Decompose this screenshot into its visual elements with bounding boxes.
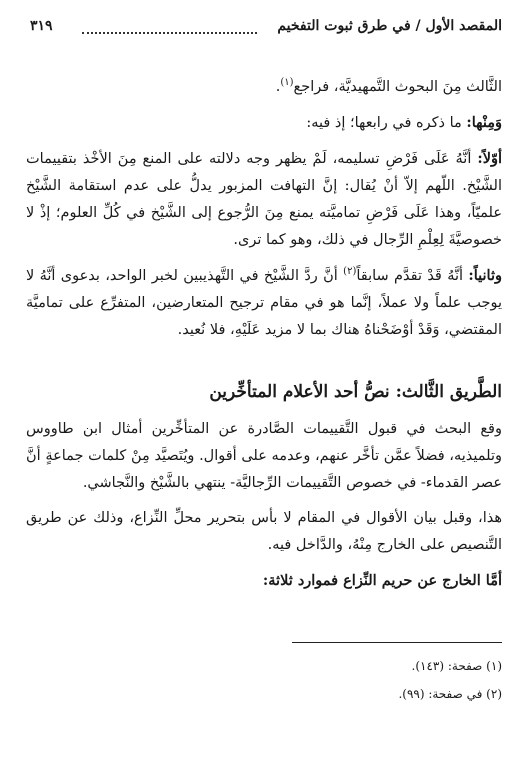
main-text: [26, 74, 502, 602]
paragraph-4: [26, 262, 502, 344]
footnote-ref-1[interactable]: (١): [280, 77, 294, 89]
paragraph-2-text: ما ذكره في رابعها؛ إذ فيه:: [306, 115, 462, 131]
paragraph-2: [26, 109, 502, 137]
running-header: [30, 18, 502, 44]
paragraph-1: الثَّالث مِنَ البحوث التَّمهيديَّة، فراجع$^{(١)}$.: [275, 77, 502, 95]
section-heading: الطَّريق الثَّالث: نصُّ أحد الأعلام المتأخِّرين: [209, 382, 502, 402]
footnote-1: (١) صفحة: (١٤٣).: [411, 659, 502, 673]
paragraph-1-text: الثَّالث مِنَ البحوث التَّمهيديَّة، فراجع: [293, 79, 502, 95]
page-number: ٣١٩: [30, 18, 53, 34]
paragraph-4-text-a: أنَّهُ قَدْ تقدَّم سابقاً: [356, 268, 464, 284]
paragraph-4-lead: وثانياً:: [468, 267, 503, 284]
footnote-ref-2[interactable]: (٢): [343, 266, 357, 278]
paragraph-2-lead: وَمِنْها:: [466, 114, 502, 131]
paragraph-7: أمَّا الخارج عن حريم النِّزاع فموارد ثلاثة:: [262, 572, 502, 589]
footnote-separator: [292, 642, 502, 643]
paragraph-3: [26, 145, 502, 254]
footnote-2: (٢) في صفحة: (٩٩).: [398, 687, 502, 701]
header-dot-leader: [82, 32, 257, 34]
paragraph-3-lead: أوّلاً:: [477, 150, 503, 167]
paragraph-3-text: أنَّهُ عَلَى فَرْضِ تسليمه، لَمْ يظهر وجه دلالته على المنع مِنَ الأخْذ بتقييمات الشَّيْخ. اللّهم إلاّ أنْ يُقال: إنَّ التهافت المزبور يدلُّ على عدم استقامة الشَّيْخ علميّاً، وهذا عَلَى فَرْضِ تماميَّته يمنع مِنَ الرُّجوع إلى الشَّيْخ في كُلِّ العلوم؛ إذْ لا خصوصيَّةَ لِعِلْمِ الرِّجال في ذلك، وهو كما ترى.: [26, 151, 502, 248]
paragraph-5: وقع البحث في قبول التَّقييمات الصَّادرة عن المتأخِّرين أمثال ابن طاووس وتلميذيه، فضلاً عمَّن تأخَّر عنهم، وعدمه على أقوال. ويُتَصيَّد مِنْ كلمات جماعةٍ أنَّ عصر القدماء- في خصوص التَّقييمات الرِّجاليَّة- ينتهي بالشَّيْخ والنَّجاشي.: [26, 421, 502, 491]
paragraph-4-text-b: أنَّ ردَّ الشَّيْخ في التَّهذيبين لخبر الواحد، بدعوى أنَّهُ لا يوجب علماً ولا عملاً، إنَّما هو في مقام ترجيح المتعارضين، المتفرِّع على تماميَّة المقتضي، وَقَدْ أوْضَحْناهُ هناك بما لا مزيد عَلَيْهِ، فلا نُعيد.: [26, 268, 502, 338]
paragraph-6: هذا، وقبل بيان الأقوال في المقام لا بأس بتحرير محلِّ النِّزاع، وذلك عن طريق التَّنصيص على الخارج مِنْهُ، والدَّاخل فيه.: [26, 510, 502, 553]
footnotes: [26, 652, 502, 708]
running-title: المقصد الأول / في طرق ثبوت التفخيم: [277, 18, 502, 34]
